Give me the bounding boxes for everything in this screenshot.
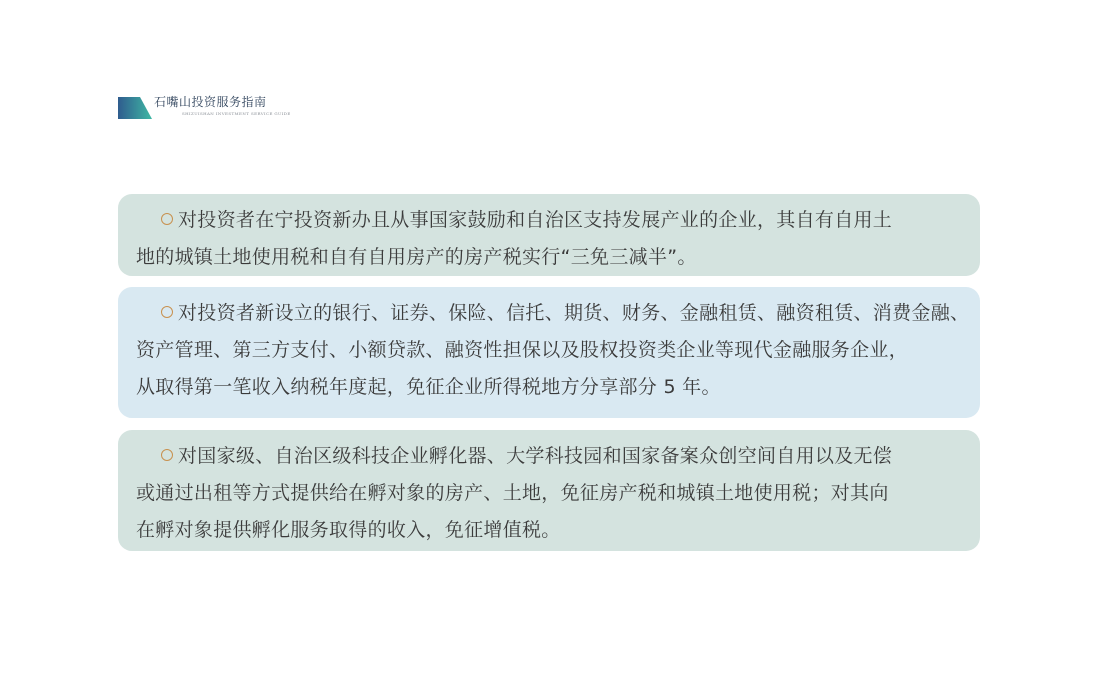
policy-card-3-line-3: 在孵对象提供孵化服务取得的收入，免征增值税。	[136, 519, 561, 541]
policy-card-2-line-1: 对投资者新设立的银行、证券、保险、信托、期货、财务、金融租赁、融资租赁、消费金融、	[136, 295, 964, 332]
policy-card-2	[118, 287, 980, 418]
logo-icon	[118, 97, 152, 119]
hollow-circle-icon	[161, 449, 173, 461]
policy-card-3-line-2: 或通过出租等方式提供给在孵对象的房产、土地，免征房产税和城镇土地使用税；对其向	[136, 482, 889, 504]
header-title: 石嘴山投资服务指南	[154, 95, 267, 109]
hollow-circle-icon	[161, 213, 173, 225]
policy-card-1-line-2: 地的城镇土地使用税和自有自用房产的房产税实行“三免三减半”。	[136, 246, 697, 268]
policy-card-3-line-1: 对国家级、自治区级科技企业孵化器、大学科技园和国家备案众创空间自用以及无偿	[136, 438, 964, 475]
policy-card-3	[118, 430, 980, 551]
policy-card-2-line-3: 从取得第一笔收入纳税年度起，免征企业所得税地方分享部分 5 年。	[136, 376, 721, 398]
policy-card-1	[118, 194, 980, 276]
policy-card-1-line-1: 对投资者在宁投资新办且从事国家鼓励和自治区支持发展产业的企业，其自有自用土	[136, 202, 964, 239]
header-subtitle: SHIZUISHAN INVESTMENT SERVICE GUIDE	[182, 111, 291, 116]
hollow-circle-icon	[161, 306, 173, 318]
policy-card-2-line-2: 资产管理、第三方支付、小额贷款、融资性担保以及股权投资类企业等现代金融服务企业，	[136, 339, 909, 361]
